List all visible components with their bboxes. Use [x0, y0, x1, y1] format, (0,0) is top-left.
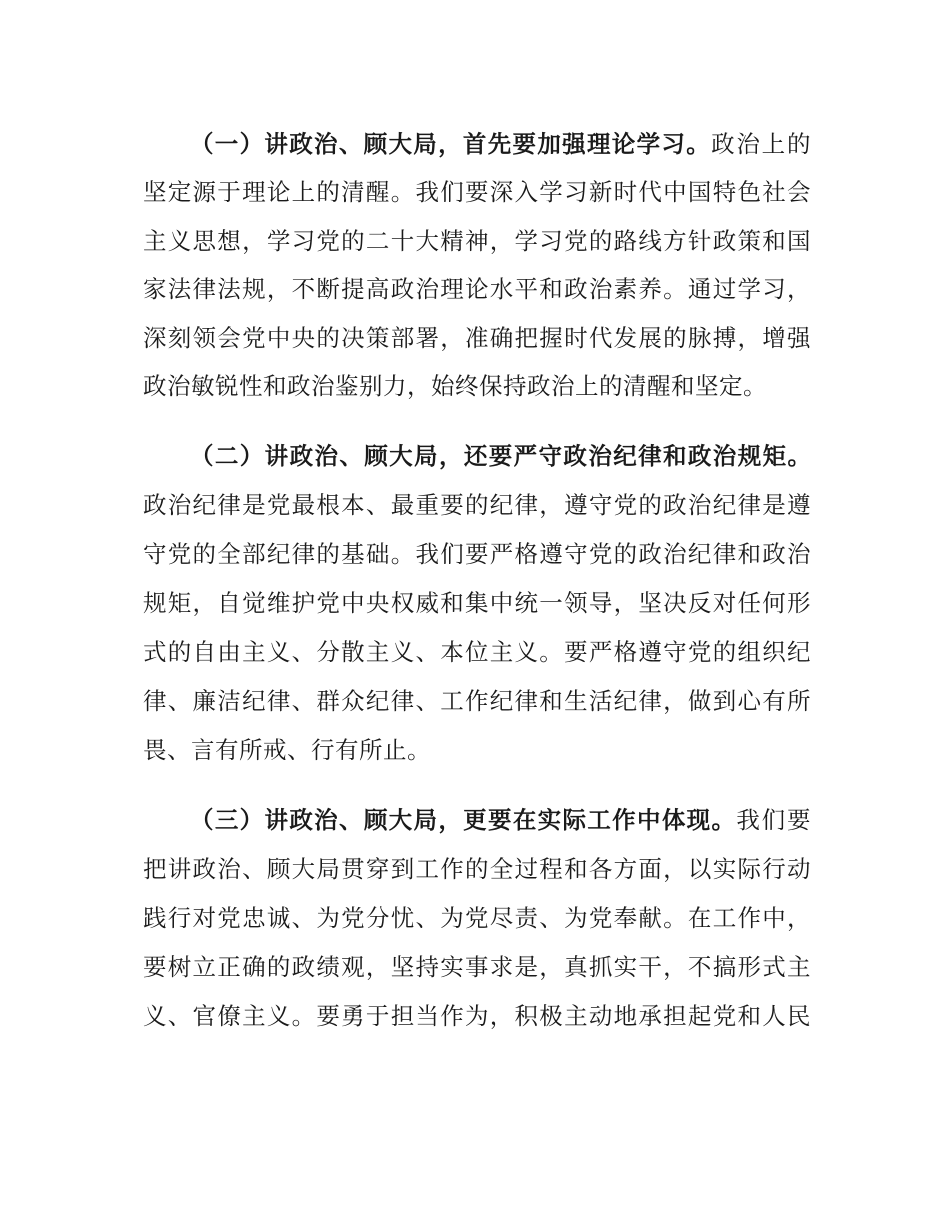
paragraph-1-line-5: 深刻领会党中央的决策部署，准确把握时代发展的脉搏，增强 — [143, 324, 811, 352]
paragraph-3-line-1 — [190, 800, 811, 840]
paragraph-1-line-3: 主义思想，学习党的二十大精神，学习党的路线方针政策和国 — [143, 227, 811, 255]
paragraph-3-line-4: 要树立正确的政绩观，坚持实事求是，真抓实干，不搞形式主 — [143, 953, 811, 981]
paragraph-2-line-1 — [190, 436, 811, 476]
paragraph-3-text: 我们要 — [736, 806, 812, 834]
paragraph-2-line-2: 政治纪律是党最根本、最重要的纪律，遵守党的政治纪律是遵 — [143, 491, 811, 519]
paragraph-3-heading: （三）讲政治、顾大局，更要在实际工作中体现。 — [190, 806, 737, 834]
paragraph-2-line-7: 畏、言有所戒、行有所止。 — [143, 736, 431, 764]
paragraph-1-line-1 — [190, 124, 811, 164]
paragraph-2-line-4: 规矩，自觉维护党中央权威和集中统一领导，坚决反对任何形 — [143, 589, 811, 617]
paragraph-3-line-2: 把讲政治、顾大局贯穿到工作的全过程和各方面，以实际行动 — [143, 855, 811, 883]
paragraph-1-text: 政治上的 — [711, 130, 811, 158]
paragraph-3-line-5: 义、官僚主义。要勇于担当作为，积极主动地承担起党和人民 — [143, 1002, 811, 1030]
paragraph-2-line-3: 守党的全部纪律的基础。我们要严格遵守党的政治纪律和政治 — [143, 540, 811, 568]
paragraph-2-line-5: 式的自由主义、分散主义、本位主义。要严格遵守党的组织纪 — [143, 638, 811, 666]
paragraph-1-line-2: 坚定源于理论上的清醒。我们要深入学习新时代中国特色社会 — [143, 178, 811, 206]
paragraph-2-heading: （二）讲政治、顾大局，还要严守政治纪律和政治规矩。 — [190, 442, 811, 470]
paragraph-3-line-3: 践行对党忠诚、为党分忧、为党尽责、为党奉献。在工作中， — [143, 904, 811, 932]
paragraph-1-heading: （一）讲政治、顾大局，首先要加强理论学习。 — [190, 130, 712, 158]
paragraph-1-line-4: 家法律法规，不断提高政治理论水平和政治素养。通过学习， — [143, 275, 811, 303]
paragraph-1-line-6: 政治敏锐性和政治鉴别力，始终保持政治上的清醒和坚定。 — [143, 372, 767, 400]
paragraph-2-line-6: 律、廉洁纪律、群众纪律、工作纪律和生活纪律，做到心有所 — [143, 687, 811, 715]
